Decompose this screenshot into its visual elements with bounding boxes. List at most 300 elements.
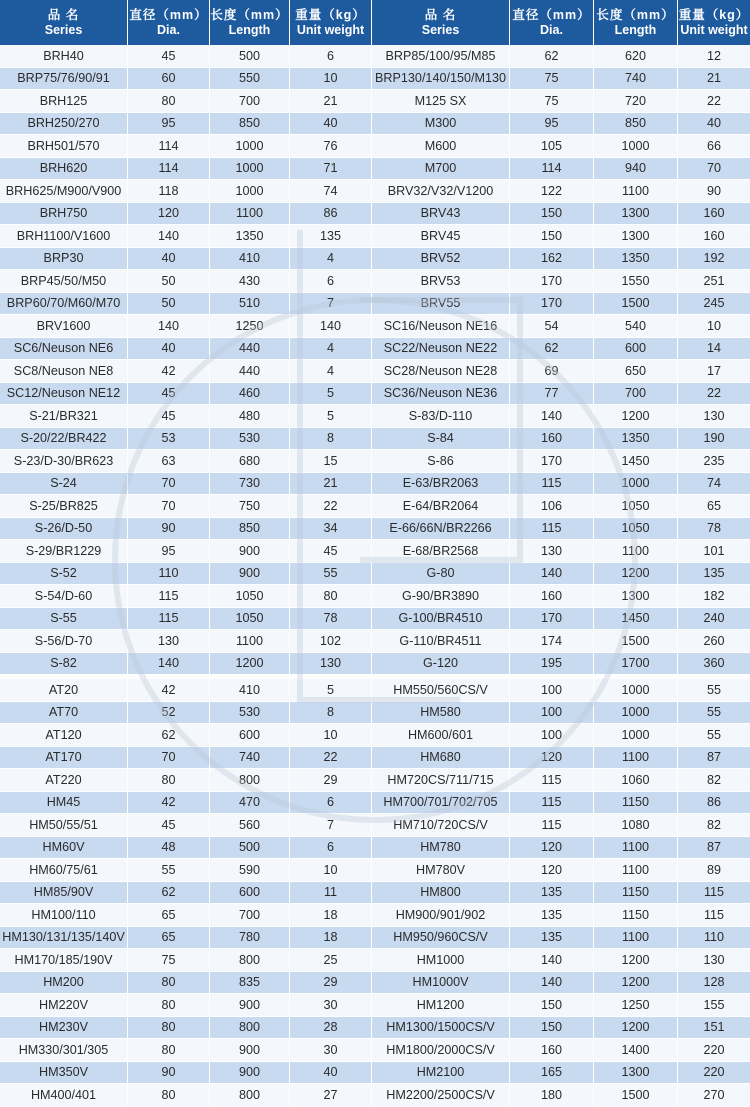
cell-weight: 102	[290, 630, 372, 653]
table-row	[0, 769, 750, 792]
cell-length: 1000	[210, 158, 290, 181]
cell-weight: 130	[290, 653, 372, 676]
cell-length: 1050	[210, 608, 290, 631]
cell-series: BRH125	[0, 90, 128, 113]
cell-length-2: 1100	[594, 747, 678, 770]
cell-length: 530	[210, 702, 290, 725]
cell-length-2: 1100	[594, 927, 678, 950]
cell-dia: 90	[128, 518, 210, 541]
cell-length: 680	[210, 450, 290, 473]
cell-series: HM400/401	[0, 1084, 128, 1107]
cell-length: 1100	[210, 630, 290, 653]
cell-length-2: 1100	[594, 180, 678, 203]
cell-length: 460	[210, 383, 290, 406]
cell-length-2: 700	[594, 383, 678, 406]
cell-dia: 80	[128, 1017, 210, 1040]
cell-series-2: HM900/901/902	[372, 904, 510, 927]
cell-weight: 71	[290, 158, 372, 181]
cell-length: 900	[210, 540, 290, 563]
cell-series: S-24	[0, 473, 128, 496]
cell-weight-2: 130	[678, 405, 750, 428]
cell-dia: 80	[128, 1084, 210, 1107]
cell-length: 1100	[210, 203, 290, 226]
cell-weight: 8	[290, 428, 372, 451]
cell-dia: 80	[128, 994, 210, 1017]
cell-weight: 28	[290, 1017, 372, 1040]
cell-dia: 62	[128, 882, 210, 905]
cell-length-2: 1700	[594, 653, 678, 676]
cell-series: AT220	[0, 769, 128, 792]
cell-length: 440	[210, 360, 290, 383]
cell-weight-2: 87	[678, 837, 750, 860]
table-row	[0, 90, 750, 113]
cell-dia-2: 106	[510, 495, 594, 518]
cell-dia-2: 100	[510, 724, 594, 747]
cell-weight: 76	[290, 135, 372, 158]
cell-dia: 75	[128, 949, 210, 972]
cell-series: S-52	[0, 563, 128, 586]
cell-series-2: M700	[372, 158, 510, 181]
table-row	[0, 495, 750, 518]
cell-series: HM45	[0, 792, 128, 815]
cell-weight: 18	[290, 904, 372, 927]
cell-weight: 6	[290, 45, 372, 68]
cell-weight: 40	[290, 113, 372, 136]
cell-weight-2: 82	[678, 814, 750, 837]
cell-series-2: HM780	[372, 837, 510, 860]
cell-weight-2: 130	[678, 949, 750, 972]
cell-dia-2: 135	[510, 904, 594, 927]
table-row	[0, 405, 750, 428]
table-row	[0, 45, 750, 68]
cell-series: S-55	[0, 608, 128, 631]
cell-series-2: HM800	[372, 882, 510, 905]
cell-length-2: 1200	[594, 1017, 678, 1040]
cell-series-2: HM1800/2000CS/V	[372, 1039, 510, 1062]
table-row	[0, 972, 750, 995]
cell-weight: 30	[290, 994, 372, 1017]
cell-series: BRP30	[0, 248, 128, 271]
cell-dia-2: 170	[510, 270, 594, 293]
cell-series-2: E-63/BR2063	[372, 473, 510, 496]
cell-weight-2: 182	[678, 585, 750, 608]
table-row	[0, 653, 750, 676]
table-row	[0, 383, 750, 406]
cell-dia-2: 122	[510, 180, 594, 203]
cell-weight: 45	[290, 540, 372, 563]
cell-dia-2: 162	[510, 248, 594, 271]
cell-dia-2: 75	[510, 68, 594, 91]
cell-length-2: 620	[594, 45, 678, 68]
cell-series-2: HM600/601	[372, 724, 510, 747]
cell-dia: 42	[128, 360, 210, 383]
cell-dia-2: 115	[510, 518, 594, 541]
cell-weight-2: 55	[678, 702, 750, 725]
table-row	[0, 949, 750, 972]
cell-length: 500	[210, 837, 290, 860]
cell-series-2: E-64/BR2064	[372, 495, 510, 518]
cell-weight-2: 260	[678, 630, 750, 653]
cell-length: 900	[210, 994, 290, 1017]
cell-dia: 53	[128, 428, 210, 451]
header-series: 品 名 Series	[0, 0, 128, 45]
cell-weight-2: 235	[678, 450, 750, 473]
cell-length-2: 740	[594, 68, 678, 91]
cell-dia: 95	[128, 540, 210, 563]
cell-length: 410	[210, 248, 290, 271]
cell-weight: 4	[290, 338, 372, 361]
cell-weight: 27	[290, 1084, 372, 1107]
header-length-2: 长度（mm） Length	[594, 0, 678, 45]
table-row	[0, 747, 750, 770]
cell-length-2: 1550	[594, 270, 678, 293]
header-weight: 重量（kg） Unit weight	[290, 0, 372, 45]
cell-length: 480	[210, 405, 290, 428]
cell-length: 550	[210, 68, 290, 91]
cell-dia: 130	[128, 630, 210, 653]
cell-length: 850	[210, 518, 290, 541]
cell-series-2: BRP85/100/95/M85	[372, 45, 510, 68]
cell-series-2: HM2100	[372, 1062, 510, 1085]
table-row	[0, 315, 750, 338]
cell-dia-2: 140	[510, 949, 594, 972]
cell-dia: 62	[128, 724, 210, 747]
cell-dia-2: 174	[510, 630, 594, 653]
cell-dia: 95	[128, 113, 210, 136]
cell-weight: 4	[290, 360, 372, 383]
cell-length: 600	[210, 724, 290, 747]
table-row	[0, 814, 750, 837]
cell-weight: 30	[290, 1039, 372, 1062]
cell-dia: 80	[128, 769, 210, 792]
cell-weight: 11	[290, 882, 372, 905]
cell-series-2: SC22/Neuson NE22	[372, 338, 510, 361]
cell-weight-2: 160	[678, 203, 750, 226]
cell-weight-2: 21	[678, 68, 750, 91]
cell-weight-2: 66	[678, 135, 750, 158]
cell-length: 800	[210, 1017, 290, 1040]
cell-weight-2: 151	[678, 1017, 750, 1040]
cell-dia-2: 170	[510, 608, 594, 631]
cell-series-2: HM950/960CS/V	[372, 927, 510, 950]
cell-weight: 22	[290, 747, 372, 770]
cell-series-2: HM1000	[372, 949, 510, 972]
cell-series: BRH250/270	[0, 113, 128, 136]
cell-series-2: G-90/BR3890	[372, 585, 510, 608]
cell-dia: 90	[128, 1062, 210, 1085]
cell-dia-2: 135	[510, 927, 594, 950]
cell-series-2: M600	[372, 135, 510, 158]
cell-length-2: 940	[594, 158, 678, 181]
cell-series-2: HM680	[372, 747, 510, 770]
cell-dia-2: 62	[510, 45, 594, 68]
table-row	[0, 450, 750, 473]
cell-dia: 80	[128, 972, 210, 995]
cell-dia-2: 150	[510, 225, 594, 248]
cell-series: S-23/D-30/BR623	[0, 450, 128, 473]
cell-weight: 80	[290, 585, 372, 608]
cell-weight-2: 22	[678, 383, 750, 406]
cell-dia-2: 140	[510, 563, 594, 586]
cell-dia-2: 140	[510, 405, 594, 428]
cell-weight-2: 89	[678, 859, 750, 882]
cell-weight-2: 78	[678, 518, 750, 541]
table-row	[0, 882, 750, 905]
cell-series: S-21/BR321	[0, 405, 128, 428]
cell-dia: 140	[128, 315, 210, 338]
cell-weight: 29	[290, 769, 372, 792]
cell-weight-2: 55	[678, 675, 750, 702]
cell-length: 600	[210, 882, 290, 905]
cell-series-2: BRV43	[372, 203, 510, 226]
cell-dia: 45	[128, 814, 210, 837]
cell-series-2: M125 SX	[372, 90, 510, 113]
cell-length-2: 1350	[594, 248, 678, 271]
cell-length-2: 1300	[594, 225, 678, 248]
cell-weight-2: 86	[678, 792, 750, 815]
cell-series-2: BRV52	[372, 248, 510, 271]
header-dia: 直径（mm） Dia.	[128, 0, 210, 45]
cell-weight-2: 22	[678, 90, 750, 113]
table-header	[0, 0, 750, 45]
cell-dia: 114	[128, 158, 210, 181]
cell-dia-2: 115	[510, 769, 594, 792]
cell-series: BRH750	[0, 203, 128, 226]
cell-weight: 140	[290, 315, 372, 338]
table-row	[0, 540, 750, 563]
cell-dia-2: 95	[510, 113, 594, 136]
cell-dia: 110	[128, 563, 210, 586]
cell-dia-2: 195	[510, 653, 594, 676]
cell-dia: 42	[128, 792, 210, 815]
cell-length: 1000	[210, 180, 290, 203]
cell-length-2: 1200	[594, 949, 678, 972]
cell-series-2: S-84	[372, 428, 510, 451]
cell-series: BRH620	[0, 158, 128, 181]
cell-weight: 74	[290, 180, 372, 203]
cell-length-2: 850	[594, 113, 678, 136]
cell-length: 850	[210, 113, 290, 136]
cell-length-2: 1000	[594, 724, 678, 747]
cell-length-2: 1000	[594, 135, 678, 158]
cell-series-2: HM550/560CS/V	[372, 675, 510, 702]
cell-length-2: 1150	[594, 904, 678, 927]
table-row	[0, 225, 750, 248]
cell-dia-2: 140	[510, 972, 594, 995]
cell-length: 410	[210, 675, 290, 702]
cell-dia: 52	[128, 702, 210, 725]
cell-dia-2: 115	[510, 814, 594, 837]
table-row	[0, 338, 750, 361]
cell-weight: 55	[290, 563, 372, 586]
cell-weight: 10	[290, 859, 372, 882]
cell-length: 730	[210, 473, 290, 496]
cell-series-2: BRV53	[372, 270, 510, 293]
cell-dia: 40	[128, 338, 210, 361]
cell-dia-2: 130	[510, 540, 594, 563]
cell-dia: 45	[128, 45, 210, 68]
cell-weight: 25	[290, 949, 372, 972]
cell-weight-2: 14	[678, 338, 750, 361]
cell-series: HM230V	[0, 1017, 128, 1040]
cell-dia: 63	[128, 450, 210, 473]
cell-series-2: HM720CS/711/715	[372, 769, 510, 792]
cell-length-2: 1450	[594, 450, 678, 473]
cell-length: 510	[210, 293, 290, 316]
table-row	[0, 994, 750, 1017]
cell-length: 900	[210, 1039, 290, 1062]
cell-weight-2: 82	[678, 769, 750, 792]
cell-weight: 7	[290, 293, 372, 316]
cell-length-2: 1000	[594, 675, 678, 702]
cell-series-2: HM2200/2500CS/V	[372, 1084, 510, 1107]
cell-weight-2: 245	[678, 293, 750, 316]
cell-series: SC8/Neuson NE8	[0, 360, 128, 383]
cell-series-2: HM580	[372, 702, 510, 725]
cell-dia: 40	[128, 248, 210, 271]
cell-dia: 45	[128, 383, 210, 406]
cell-series: BRP75/76/90/91	[0, 68, 128, 91]
cell-dia-2: 100	[510, 675, 594, 702]
cell-dia-2: 170	[510, 293, 594, 316]
cell-series: AT170	[0, 747, 128, 770]
table-row	[0, 113, 750, 136]
cell-series: BRV1600	[0, 315, 128, 338]
cell-dia: 140	[128, 653, 210, 676]
cell-weight: 40	[290, 1062, 372, 1085]
table-body	[0, 45, 750, 1107]
cell-weight: 10	[290, 68, 372, 91]
table-row	[0, 1062, 750, 1085]
cell-length: 530	[210, 428, 290, 451]
cell-dia-2: 120	[510, 859, 594, 882]
cell-series-2: HM700/701/702/705	[372, 792, 510, 815]
cell-weight-2: 115	[678, 882, 750, 905]
cell-dia: 120	[128, 203, 210, 226]
cell-dia-2: 114	[510, 158, 594, 181]
cell-length: 590	[210, 859, 290, 882]
cell-dia-2: 120	[510, 747, 594, 770]
table-row	[0, 68, 750, 91]
cell-series: BRP45/50/M50	[0, 270, 128, 293]
cell-series-2: G-110/BR4511	[372, 630, 510, 653]
cell-length-2: 1150	[594, 792, 678, 815]
cell-series: HM100/110	[0, 904, 128, 927]
table-row	[0, 1084, 750, 1107]
cell-length-2: 1080	[594, 814, 678, 837]
cell-weight-2: 40	[678, 113, 750, 136]
cell-weight-2: 90	[678, 180, 750, 203]
cell-weight-2: 192	[678, 248, 750, 271]
cell-length-2: 1300	[594, 203, 678, 226]
cell-weight-2: 360	[678, 653, 750, 676]
cell-length: 470	[210, 792, 290, 815]
header-dia-2: 直径（mm） Dia.	[510, 0, 594, 45]
cell-dia-2: 160	[510, 428, 594, 451]
cell-weight: 6	[290, 837, 372, 860]
cell-dia-2: 115	[510, 792, 594, 815]
cell-length-2: 1100	[594, 540, 678, 563]
cell-dia-2: 160	[510, 585, 594, 608]
cell-series: S-82	[0, 653, 128, 676]
table-row	[0, 724, 750, 747]
table-row	[0, 837, 750, 860]
cell-weight-2: 17	[678, 360, 750, 383]
cell-dia-2: 135	[510, 882, 594, 905]
cell-length-2: 1400	[594, 1039, 678, 1062]
cell-dia: 42	[128, 675, 210, 702]
table-row	[0, 792, 750, 815]
cell-weight: 34	[290, 518, 372, 541]
cell-weight-2: 55	[678, 724, 750, 747]
cell-series: HM130/131/135/140V	[0, 927, 128, 950]
cell-weight: 22	[290, 495, 372, 518]
cell-weight: 8	[290, 702, 372, 725]
cell-length-2: 1500	[594, 1084, 678, 1107]
table-row	[0, 1017, 750, 1040]
cell-length-2: 1050	[594, 518, 678, 541]
cell-length-2: 1050	[594, 495, 678, 518]
cell-length: 440	[210, 338, 290, 361]
cell-weight-2: 115	[678, 904, 750, 927]
table-row	[0, 1039, 750, 1062]
cell-length: 700	[210, 904, 290, 927]
cell-series: BRP60/70/M60/M70	[0, 293, 128, 316]
cell-dia-2: 165	[510, 1062, 594, 1085]
cell-dia-2: 150	[510, 1017, 594, 1040]
table-row	[0, 428, 750, 451]
table-row	[0, 473, 750, 496]
table-row	[0, 270, 750, 293]
cell-dia: 55	[128, 859, 210, 882]
cell-length: 900	[210, 1062, 290, 1085]
cell-length-2: 1100	[594, 837, 678, 860]
cell-dia: 60	[128, 68, 210, 91]
cell-dia-2: 170	[510, 450, 594, 473]
cell-length-2: 1060	[594, 769, 678, 792]
cell-dia-2: 77	[510, 383, 594, 406]
cell-weight-2: 220	[678, 1039, 750, 1062]
cell-dia: 45	[128, 405, 210, 428]
table-row	[0, 203, 750, 226]
cell-series: HM50/55/51	[0, 814, 128, 837]
cell-weight: 4	[290, 248, 372, 271]
cell-series-2: G-120	[372, 653, 510, 676]
cell-series: S-56/D-70	[0, 630, 128, 653]
cell-series-2: BRV45	[372, 225, 510, 248]
cell-length-2: 1450	[594, 608, 678, 631]
cell-dia: 50	[128, 293, 210, 316]
cell-dia-2: 62	[510, 338, 594, 361]
cell-dia: 50	[128, 270, 210, 293]
cell-length: 750	[210, 495, 290, 518]
cell-weight: 21	[290, 473, 372, 496]
cell-dia: 114	[128, 135, 210, 158]
cell-series-2: BRV32/V32/V1200	[372, 180, 510, 203]
cell-series: BRH501/570	[0, 135, 128, 158]
cell-length: 740	[210, 747, 290, 770]
cell-dia: 65	[128, 927, 210, 950]
cell-length: 780	[210, 927, 290, 950]
cell-series-2: SC28/Neuson NE28	[372, 360, 510, 383]
cell-length: 1350	[210, 225, 290, 248]
cell-length: 1250	[210, 315, 290, 338]
cell-dia-2: 150	[510, 203, 594, 226]
table-row	[0, 518, 750, 541]
cell-length-2: 1200	[594, 563, 678, 586]
cell-weight: 6	[290, 792, 372, 815]
cell-weight: 6	[290, 270, 372, 293]
